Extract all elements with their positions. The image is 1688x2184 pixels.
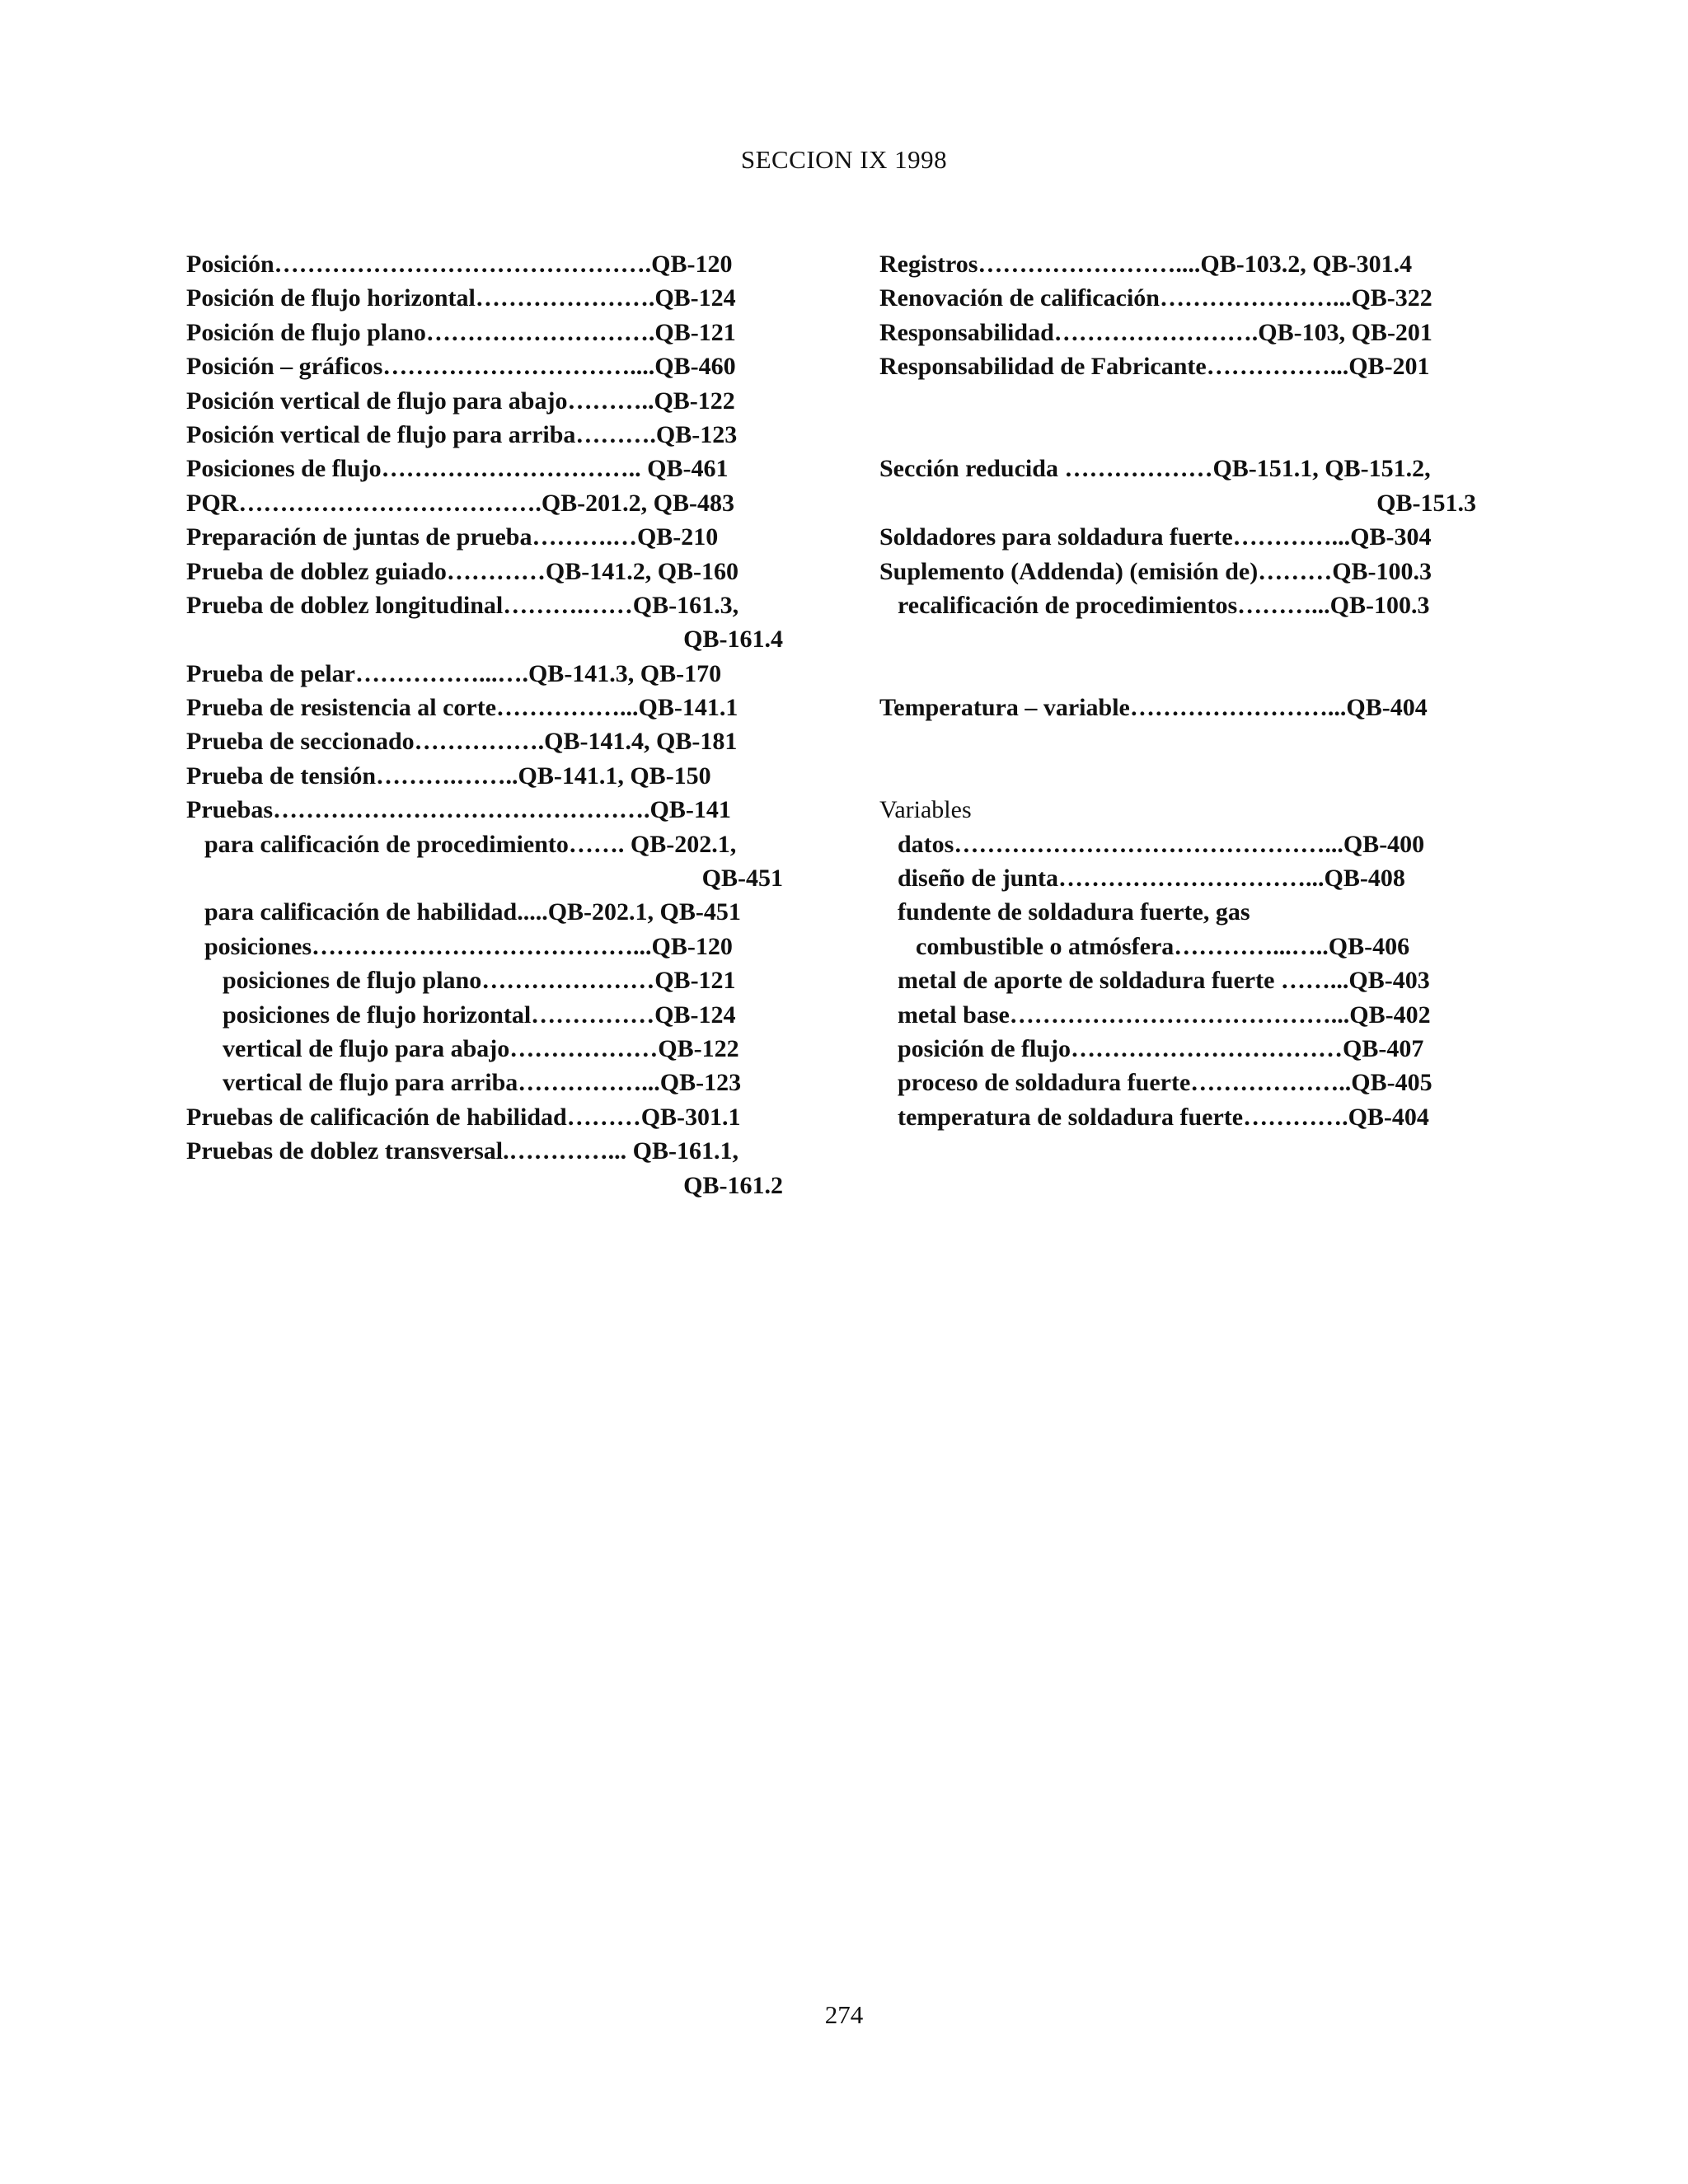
index-entry: Renovación de calificación…………………...QB-322 [879,284,1432,312]
index-column-left [186,247,783,1202]
index-entry: Responsabilidad de Fabricante……………...QB-201 [879,353,1430,381]
spacer [879,759,1476,793]
running-header: SECCION IX 1998 [740,145,948,174]
index-entry: Sección reducida ………………QB-151.1, QB-151.2, [879,455,1431,483]
index-entry: metal de aporte de soldadura fuerte ……...QB-403 [898,967,1430,995]
spacer [879,724,1476,758]
index-entry: vertical de flujo para abajo………………QB-122 [223,1034,739,1062]
index-entry: Posiciones de flujo………………………….. QB-461 [186,455,729,483]
index-entry: QB-161.2 [683,1171,783,1199]
index-entry: Prueba de doblez guiado…………QB-141.2, QB-160 [186,557,739,585]
index-entry: Pruebas……………………………………….QB-141 [186,796,731,824]
index-entry: Posición de flujo plano……………………….QB-121 [186,318,736,346]
index-entry: para calificación de habilidad.....QB-202.1, QB-451 [204,898,741,926]
index-entry: Prueba de tensión……….……..QB-141.1, QB-150 [186,762,711,790]
index-entry: posiciones…………………………………...QB-120 [204,932,733,960]
index-entry: Registros……………………....QB-103.2, QB-301.4 [879,251,1413,278]
index-entry: Prueba de pelar……………...….QB-141.3, QB-170 [186,659,722,687]
index-entry: recalificación de procedimientos………...QB-100.3 [898,591,1430,619]
index-entry: Responsabilidad…………………….QB-103, QB-201 [879,318,1432,346]
index-entry: combustible o atmósfera…………...…..QB-406 [916,932,1410,960]
index-entry: QB-151.3 [1376,489,1476,517]
index-entry: temperatura de soldadura fuerte………….QB-404 [898,1103,1429,1131]
index-entry: Posición vertical de flujo para abajo………..QB-122 [186,387,735,415]
index-entry: metal base…………………………………...QB-402 [898,1001,1431,1029]
index-entry: Prueba de seccionado…………….QB-141.4, QB-181 [186,728,738,756]
spacer [879,622,1476,656]
index-entry: vertical de flujo para arriba……………...QB-123 [223,1069,742,1097]
spacer [879,657,1476,691]
index-entry: Posición……………………………………….QB-120 [186,251,733,278]
index-entry: Soldadores para soldadura fuerte…………...QB-304 [879,523,1432,551]
index-entry: Preparación de juntas de prueba……….…QB-210 [186,523,719,551]
index-entry: para calificación de procedimiento……. QB-202.1, [204,830,737,858]
index-entry: fundente de soldadura fuerte, gas [898,898,1250,926]
index-entry: Posición vertical de flujo para arriba……….QB-123 [186,420,738,448]
index-entry: Prueba de doblez longitudinal……….……QB-161.3, [186,591,739,619]
index-entry: Temperatura – variable……………………...QB-404 [879,694,1428,722]
index-entry: proceso de soldadura fuerte………………..QB-405 [898,1069,1432,1097]
index-entry: Pruebas de calificación de habilidad………QB-301.1 [186,1103,741,1131]
index-entry: QB-161.4 [683,626,783,654]
index-entry: Pruebas de doblez transversal.…………... QB-161.1, [186,1137,738,1165]
index-entry: Posición – gráficos…………………………....QB-460 [186,353,736,381]
index-entry: posición de flujo……………………………QB-407 [898,1034,1424,1062]
index-entry: Suplemento (Addenda) (emisión de)………QB-100.3 [879,557,1432,585]
index-entry: PQR……………………………….QB-201.2, QB-483 [186,489,734,517]
spacer [879,418,1476,452]
index-entry: datos………………………………………...QB-400 [898,830,1425,858]
index-heading: Variables [879,796,972,824]
spacer [879,384,1476,418]
index-entry: Prueba de resistencia al corte……………...QB-141.1 [186,694,738,722]
index-entry: QB-451 [701,865,783,893]
index-entry: posiciones de flujo plano…………………QB-121 [223,967,736,995]
index-entry: Posición de flujo horizontal………………….QB-124 [186,284,736,312]
page-number: 274 [824,2000,864,2029]
index-entry: posiciones de flujo horizontal……………QB-124 [223,1001,736,1029]
index-entry: diseño de junta…………………………...QB-408 [898,865,1405,893]
index-column-right [879,247,1476,1134]
